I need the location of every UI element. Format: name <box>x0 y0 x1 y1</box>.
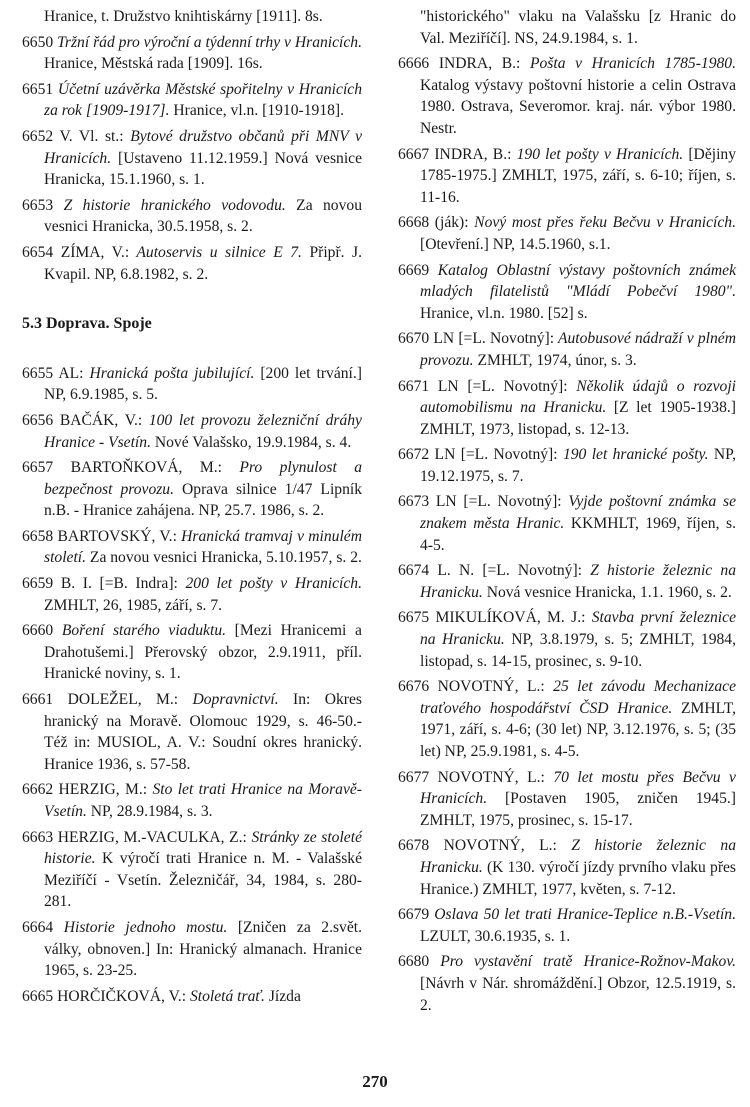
entry-title: Autoservis u silnice E 7. <box>129 243 302 261</box>
entry-number: 6661 <box>22 691 54 709</box>
entry-number: 6665 <box>22 987 54 1005</box>
bibliography-entry <box>398 607 736 672</box>
bibliography-entry <box>22 620 362 685</box>
entry-number: 6657 <box>22 459 54 477</box>
bibliography-entry <box>398 904 736 947</box>
entry-title: Historie jednoho mostu. <box>63 918 228 936</box>
bibliography-entry <box>398 835 736 900</box>
bibliography-entry <box>22 573 362 616</box>
entry-author: V. Vl. st.: <box>59 127 124 145</box>
bibliography-entry <box>398 676 736 762</box>
entry-details: Hranice, vl.n. 1980. [52] s. <box>420 304 588 322</box>
entry-number: 6659 <box>22 575 54 593</box>
entry-number: 6667 <box>398 145 430 163</box>
entry-details: [Postaven 1905, zničen 1945.] ZMHLT, 1975, prosinec, s. 15-17. <box>420 790 736 829</box>
entry-title: Sto let trati Hranice na Moravě-Vsetín. <box>44 781 362 820</box>
bibliography-entry <box>398 53 736 139</box>
entry-details: [Mezi Hranicemi a Drahotušemi.] Přerovský obzor, 2.9.1911, příl. Hranické noviny, s. 1. <box>44 622 362 683</box>
bibliography-entry <box>398 951 736 1016</box>
entry-author: AL: <box>58 364 84 382</box>
entry-title: Bytové družstvo občanů při MNV v Hranicích. <box>44 127 362 167</box>
entry-details: NP, 28.9.1984, s. 3. <box>86 803 213 820</box>
entry-details: Za novou vesnici Hranicka, 5.10.1957, s. 2. <box>86 549 362 567</box>
entry-details: Hranice, vl.n. [1910-1918]. <box>169 102 345 120</box>
entry-number: 6669 <box>398 261 430 279</box>
entry-title: 25 let závodu Mechanizace traťového hospodářství ČSD Hranice. <box>420 678 736 717</box>
bibliography-entry <box>398 491 736 556</box>
entry-author: L. N. [=L. Novotný]: <box>437 562 583 580</box>
entry-details: Oprava silnice 1/47 Lipník n.B. - Hranice zahájena. NP, 25.7. 1986, s. 2. <box>44 480 362 520</box>
entry-author: LN [=L. Novotný]: <box>435 493 562 511</box>
entry-number: 6653 <box>22 196 54 214</box>
bibliography-entry <box>22 917 362 982</box>
bibliography-entry <box>22 126 362 191</box>
entry-title: 70 let mostu přes Bečvu v Hranicích. <box>420 768 736 808</box>
entry-number: 6672 <box>398 446 430 464</box>
entry-number: 6673 <box>398 493 430 511</box>
entry-details: ZMHLT, 1974, únor, s. 3. <box>473 351 637 369</box>
entry-number: 6651 <box>22 80 54 98</box>
entry-number: 6655 <box>22 364 54 382</box>
right-column <box>398 6 736 1020</box>
page-number: 270 <box>362 1072 388 1091</box>
entry-title: 190 let pošty v Hranicích. <box>511 145 684 163</box>
bibliography-entry <box>22 689 362 775</box>
entry-details: NP, 3.8.1979, s. 5; ZMHLT, 1984, listopad, s. 14-15, prosinec, s. 9-10. <box>420 631 736 670</box>
bibliography-entry <box>22 363 362 406</box>
entry-title: Z historie železnic na Hranicku. <box>420 837 736 876</box>
entry-author: BARTOŇKOVÁ, M.: <box>70 459 222 477</box>
entry-title: Tržní řád pro výroční a týdenní trhy v Hranicích. <box>57 33 362 51</box>
bibliography-entry <box>22 32 362 75</box>
entry-title: Vyjde poštovní známka se znakem města Hranic. <box>420 493 736 533</box>
entry-author: ZÍMA, V.: <box>60 243 130 261</box>
entry-title: Z historie hranického vodovodu. <box>63 196 286 214</box>
entry-author: DOLEŽEL, M.: <box>67 691 179 709</box>
entry-title: Několik údajů o rozvoji automobilismu na Hranicku. <box>420 377 736 417</box>
entry-details: ZMHLT, 26, 1985, září, s. 7. <box>44 596 223 614</box>
entry-title: Hranická tramvaj v minulém století. <box>44 527 362 567</box>
entry-author: NOVOTNÝ, L.: <box>443 837 557 855</box>
section-heading: 5.3 Doprava. Spoje <box>22 315 152 333</box>
entry-number: 6676 <box>398 678 430 696</box>
bibliography-entry <box>398 260 736 325</box>
entry-title: Stoletá trať. <box>186 987 265 1005</box>
entry-details: [Návrh v Nár. shromáždění.] Obzor, 12.5.1919, s. 2. <box>420 974 736 1014</box>
entry-title: Pošta v Hranicích 1785-1980. <box>520 55 736 73</box>
entry-author: BARTOVSKÝ, V.: <box>57 527 177 545</box>
entry-details: KKMHLT, 1969, říjen, s. 4-5. <box>420 515 736 554</box>
entry-title: Pro vystavění tratě Hranice-Rožnov-Makov. <box>440 953 736 971</box>
entry-title: Nový most přes řeku Bečvu v Hranicích. <box>468 214 736 232</box>
entry-title: Boření starého viaduktu. <box>61 622 227 640</box>
entry-details: ZMHLT, 1971, září, s. 4-6; (30 let) NP, 3.12.1976, s. 5; (35 let) NP, 25.9.1981, s. 4-5. <box>420 699 736 760</box>
entry-number: 6663 <box>22 828 54 846</box>
entry-number: 6675 <box>398 609 430 627</box>
entry-details: Připř. J. Kvapil. NP, 6.8.1982, s. 2. <box>44 243 363 283</box>
entry-details: (K 130. výročí jízdy prvního vlaku přes Hranice.) ZMHLT, 1977, květen, s. 7-12. <box>420 858 736 898</box>
entry-title: Pro plynulost a bezpečnost provozu. <box>44 459 362 498</box>
entry-title: 200 let pošty v Hranicích. <box>177 575 362 593</box>
entry-details: [Ustaveno 11.12.1959.] Nová vesnice Hranicka, 15.1.1960, s. 1. <box>44 149 362 189</box>
entries-group-b <box>22 363 362 1008</box>
entry-author: (ják): <box>434 214 469 232</box>
entry-details: [Z let 1905-1938.] ZMHLT, 1973, listopad, s. 12-13. <box>420 399 736 438</box>
entry-details: K výročí trati Hranice n. M. - Valašské Meziříčí - Vsetín. Železničář, 34, 1984, s. 280-281. <box>44 850 362 911</box>
entry-title: Autobusové nádraží v plném provozu. <box>420 330 736 369</box>
entry-title: 100 let provozu železniční dráhy Hranice - Vsetín. <box>44 411 362 451</box>
entry-details: [Zničen za 2.svět. války, obnoven.] In: Hranický almanach. Hranice 1965, s. 23-25. <box>44 918 362 980</box>
entry-author: BAČÁK, V.: <box>59 411 143 429</box>
bibliography-entry <box>398 767 736 832</box>
entry-number: 6666 <box>398 55 430 73</box>
bibliography-entry <box>22 79 362 122</box>
entry-details: Za novou vesnici Hranicka, 30.5.1958, s. 2. <box>44 196 362 236</box>
entry-number: 6670 <box>398 330 430 348</box>
entry-details: Jízda <box>264 987 301 1005</box>
bibliography-entry <box>398 560 736 603</box>
entry-author: LN [=L. Novotný]: <box>437 377 568 395</box>
entry-details: Hranice, Městská rada [1909]. 16s. <box>44 55 263 73</box>
entry-title: Stavba první železnice na Hranicku. <box>420 609 736 649</box>
entry-number: 6671 <box>398 377 430 395</box>
entry-author: INDRA, B.: <box>438 55 521 73</box>
bibliography-entry <box>22 410 362 453</box>
entry-title: Stránky ze stoleté historie. <box>44 828 362 868</box>
entry-number: 6652 <box>22 127 54 145</box>
entry-number: 6679 <box>398 906 430 924</box>
entry-title: Z historie železnic na Hranicku. <box>420 562 737 601</box>
entry-details: [Dějiny 1785-1975.] ZMHLT, 1975, září, s. 6-10; říjen, s. 11-16. <box>420 145 736 206</box>
bibliography-entry <box>398 212 736 255</box>
left-column <box>22 6 362 1011</box>
bibliography-entry <box>398 376 736 441</box>
entry-details: [Otevření.] NP, 14.5.1960, s.1. <box>420 235 611 253</box>
entry-details: [200 let trvání.] NP, 6.9.1985, s. 5. <box>44 364 362 404</box>
bibliography-entry <box>398 444 736 487</box>
bibliography-entry <box>398 144 736 209</box>
entry-author: LN [=L. Novotný]: <box>434 446 558 464</box>
entry-author: HORČIČKOVÁ, V.: <box>57 987 187 1005</box>
bibliography-entry <box>22 242 362 285</box>
entry-number: 6677 <box>398 768 430 786</box>
entry-details: Nové Valašsko, 19.9.1984, s. 4. <box>150 433 352 451</box>
entry-author: HERZIG, M.: <box>58 781 148 799</box>
entry-details: Katalog výstavy poštovní historie a celin Ostrava 1980. Ostrava, Severomor. kraj. nár. výbor 1980. Nestr. <box>420 76 736 137</box>
entry-details: LZULT, 30.6.1935, s. 1. <box>420 927 571 945</box>
entry-number: 6660 <box>22 622 54 640</box>
entry-number: 6664 <box>22 918 54 936</box>
entry-author: NOVOTNÝ, L.: <box>437 678 545 696</box>
entry-continuation: Hranice, t. Družstvo knihtiskárny [1911]. 8s. <box>44 8 323 25</box>
bibliography-entry <box>398 328 736 371</box>
entry-title: Hranická pošta jubilující. <box>83 364 255 382</box>
entry-number: 6662 <box>22 781 54 799</box>
entry-number: 6680 <box>398 953 430 971</box>
entry-author: B. I. [=B. Indra]: <box>60 575 178 593</box>
bibliography-entry <box>22 779 362 822</box>
bibliography-entry <box>22 457 362 522</box>
entry-continuation: "historického" vlaku na Valašsku [z Hranic do Val. Meziříčí]. NS, 24.9.1984, s. 1. <box>420 8 736 47</box>
entry-details: In: Okres hranický na Moravě. Olomouc 1929, s. 46-50.- Též in: MUSIOL, A. V.: Soudní okres hranický. Hranice 1936, s. 57-58. <box>44 691 362 773</box>
entry-number: 6668 <box>398 214 430 232</box>
entry-number: 6656 <box>22 411 54 429</box>
entry-title: Účetní uzávěrka Městské spořitelny v Hranicích za rok [1909-1917]. <box>44 80 362 120</box>
entry-title: Katalog Oblastní výstavy poštovních známek mladých filatelistů "Mládí Pobečví 1980". <box>420 261 736 301</box>
entry-title: Dopravnictví. <box>178 691 279 709</box>
bibliography-entry <box>22 526 362 569</box>
entry-author: INDRA, B.: <box>434 145 512 163</box>
bibliography-entry <box>22 827 362 913</box>
bibliography-entry <box>22 195 362 238</box>
entry-details: NP, 19.12.1975, s. 7. <box>420 446 736 485</box>
entry-author: LN [=L. Novotný]: <box>433 330 555 348</box>
entry-number: 6678 <box>398 837 430 855</box>
entry-title: Oslava 50 let trati Hranice-Teplice n.B.-Vsetín. <box>434 906 736 924</box>
entry-number: 6674 <box>398 562 430 580</box>
entry-author: MIKULÍKOVÁ, M. J.: <box>435 609 586 627</box>
entry-number: 6650 <box>22 33 54 51</box>
bibliography-entry <box>22 986 362 1008</box>
entry-author: NOVOTNÝ, L.: <box>437 768 545 786</box>
entry-number: 6654 <box>22 243 54 261</box>
entry-details: Nová vesnice Hranicka, 1.1. 1960, s. 2. <box>482 583 732 601</box>
entry-title: 190 let hranické pošty. <box>557 446 709 464</box>
entries-group-right <box>398 53 736 1016</box>
entry-author: HERZIG, M.-VACULKA, Z.: <box>57 828 247 846</box>
entry-number: 6658 <box>22 527 54 545</box>
entries-group-a <box>22 32 362 286</box>
